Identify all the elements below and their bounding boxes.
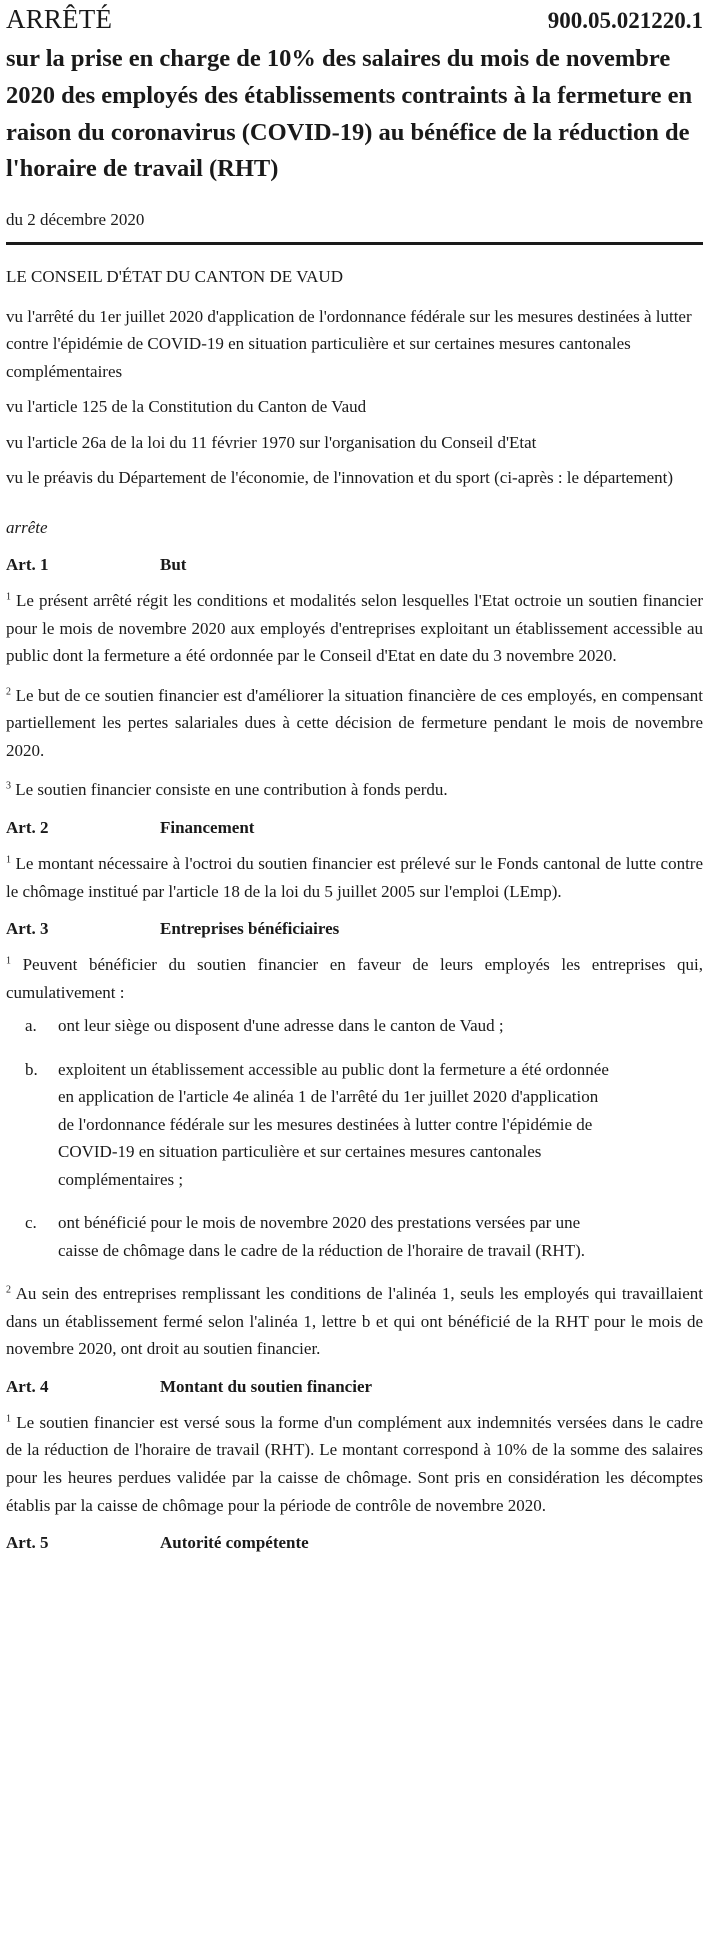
article-number: Art. 2 (6, 817, 49, 837)
article-title: But (160, 555, 187, 575)
article-heading (6, 1533, 703, 1553)
document-title: sur la prise en charge de 10% des salaires du mois de novembre 2020 des employés des établissements contraints à la fermeture en raison du coronavirus (COVID-19) au bénéfice de la réduction de l'horaire de travail (RHT) (6, 45, 693, 183)
considerant: vu l'article 26a de la loi du 11 février 1970 sur l'organisation du Conseil d'Etat (6, 432, 537, 452)
article-title: Autorité compétente (160, 1533, 309, 1553)
paragraph-number: 1 (6, 854, 11, 866)
paragraph-text: Le soutien financier est versé sous la forme d'un complément aux indemnités versées dans le cadre de la réduction de l'horaire de travail (RHT). Le montant correspond à 10% de la somme des salaires pour les heures perdues validée par la caisse de chômage. Sont pris en considération les décomptes établis par la caisse de chômage pour la période de contrôle de novembre 2020. (6, 1412, 703, 1515)
list-item-letter: a. (25, 1016, 37, 1036)
paragraph-text: Le présent arrêté régit les conditions et modalités selon lesquelles l'Etat octroie un soutien financier pour le mois de novembre 2020 aux employés d'entreprises exploitant un établissement accessible au public dont la fermeture a été ordonnée par le Conseil d'Etat en date du 3 novembre 2020. (6, 591, 704, 666)
article-number: Art. 3 (6, 919, 49, 939)
paragraph-text: Peuvent bénéficier du soutien financier en faveur de leurs employés les entreprises qui, cumulativement : (6, 955, 704, 1002)
paragraph-number: 3 (6, 780, 11, 792)
header-divider (6, 242, 703, 245)
paragraph-number: 1 (6, 1413, 11, 1425)
list-item-text: exploitent un établissement accessible au public dont la fermeture a été ordonnée en application de l'article 4e alinéa 1 de l'arrêté du 1er juillet 2020 d'application de l'ordonnance fédérale sur les mesures destinées à lutter contre l'épidémie de COVID-19 en situation particulière et sur certaines mesures cantonales complémentaires ; (58, 1059, 609, 1189)
council-name: LE CONSEIL D'ÉTAT DU CANTON DE VAUD (6, 267, 343, 286)
paragraph-text: Le soutien financier consiste en une contribution à fonds perdu. (15, 780, 448, 800)
list-item (6, 1012, 703, 1040)
paragraph-text: Au sein des entreprises remplissant les conditions de l'alinéa 1, seuls les employés qui travaillaient dans un établissement fermé selon l'alinéa 1, lettre b et qui ont bénéficié de la RHT pour le mois de novembre 2020, ont droit au soutien financier. (6, 1284, 704, 1359)
list-item-text: ont leur siège ou disposent d'une adresse dans le canton de Vaud ; (58, 1016, 504, 1036)
paragraph-text: Le but de ce soutien financier est d'améliorer la situation financière de ces employés, en compensant partiellement les pertes salariales dues à cette décision de fermeture pendant le mois de novembre 2020. (6, 685, 703, 760)
paragraph-number: 1 (6, 591, 11, 603)
document-header (6, 0, 703, 35)
paragraph-number: 1 (6, 955, 11, 967)
list-item (6, 1209, 703, 1264)
document-number: 900.05.021220.1 (547, 8, 703, 33)
paragraph-text: Le montant nécessaire à l'octroi du soutien financier est prélevé sur le Fonds cantonal de lutte contre le chômage institué par l'article 18 de la loi du 5 juillet 2005 sur l'emploi (LEmp). (6, 853, 704, 901)
article-paragraph (6, 1280, 703, 1363)
paragraph-number: 2 (6, 1284, 11, 1296)
article-paragraph (6, 850, 703, 905)
article-paragraph (6, 1409, 703, 1519)
considerant: vu l'article 125 de la Constitution du Canton de Vaud (6, 397, 367, 417)
article-paragraph (6, 587, 703, 670)
article-paragraph (6, 951, 703, 1006)
article-number: Art. 4 (6, 1376, 49, 1396)
considerant: vu l'arrêté du 1er juillet 2020 d'application de l'ordonnance fédérale sur les mesures destinées à lutter contre l'épidémie de COVID-19 en situation particulière et sur certaines mesures cantonales complémentaires (6, 306, 692, 381)
article-paragraph (6, 776, 703, 804)
list-item-letter: b. (25, 1059, 38, 1079)
article-number: Art. 5 (6, 1533, 49, 1553)
article-title: Entreprises bénéficiaires (160, 919, 340, 939)
article-paragraph (6, 682, 703, 765)
article-heading (6, 919, 703, 939)
paragraph-number: 2 (6, 686, 11, 698)
arrete-label: arrête (6, 517, 48, 537)
considerant: vu le préavis du Département de l'économie, de l'innovation et du sport (ci-après : le département) (6, 468, 674, 488)
document-date: du 2 décembre 2020 (6, 210, 145, 229)
article-heading (6, 1377, 703, 1397)
document-type: ARRÊTÉ (6, 4, 113, 34)
list-item-letter: c. (25, 1213, 37, 1233)
list-item-text: ont bénéficié pour le mois de novembre 2020 des prestations versées par une caisse de chômage dans le cadre de la réduction de l'horaire de travail (RHT). (58, 1213, 585, 1260)
article-title: Montant du soutien financier (160, 1376, 373, 1396)
article-heading (6, 818, 703, 838)
list-item (6, 1056, 703, 1194)
article-number: Art. 1 (6, 555, 49, 575)
criteria-list (6, 1012, 703, 1264)
article-title: Financement (160, 817, 255, 837)
article-heading (6, 555, 703, 575)
